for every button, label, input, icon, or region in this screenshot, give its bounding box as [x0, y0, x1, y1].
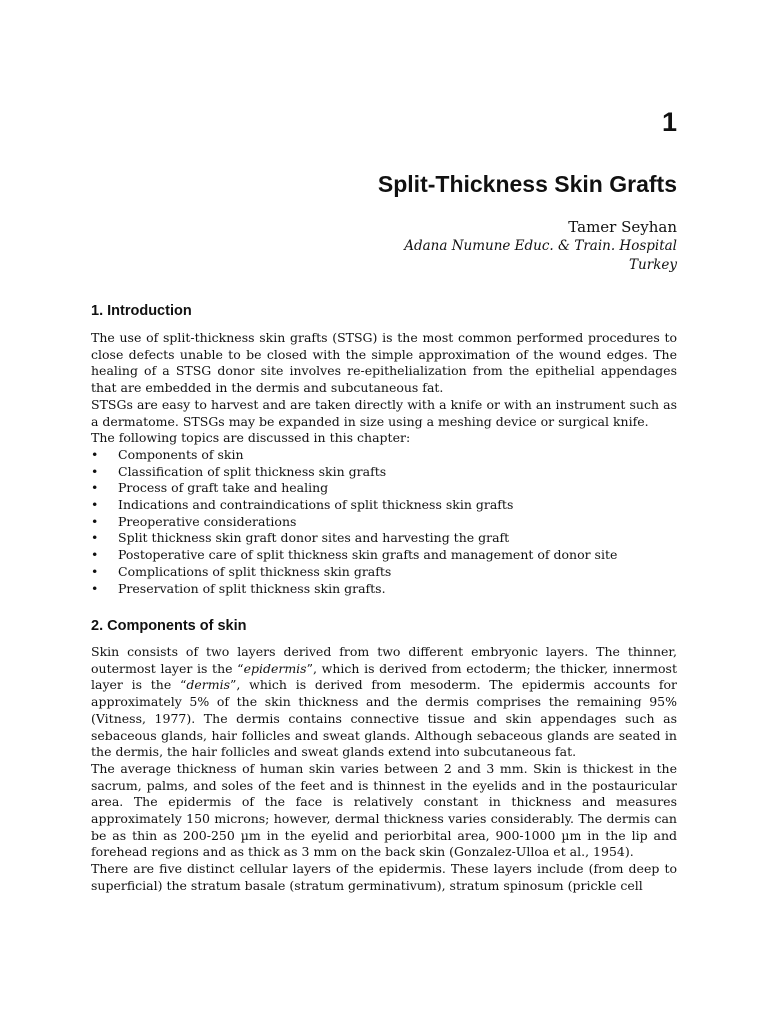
bullet: • — [91, 497, 99, 513]
chapter-number: 1 — [661, 107, 677, 137]
list-item — [91, 581, 677, 598]
list-item-text: Indications and contraindications of split thickness skin grafts — [118, 497, 514, 513]
list-item-text: Postoperative care of split thickness skin grafts and management of donor site — [118, 547, 618, 563]
section-heading-components-of-skin: 2. Components of skin — [91, 618, 247, 634]
list-item — [91, 480, 677, 497]
section-heading-introduction: 1. Introduction — [91, 303, 192, 319]
list-item — [91, 497, 677, 514]
author-name: Tamer Seyhan — [568, 218, 677, 236]
bullet: • — [91, 547, 99, 563]
chapter-title: Split-Thickness Skin Grafts — [377, 171, 677, 197]
text-run: ”, which is derived from ectoderm; the thicker, innermost layer is the “ — [91, 660, 677, 693]
paragraph — [91, 644, 677, 761]
bullet: • — [91, 463, 99, 479]
list-item — [91, 564, 677, 581]
list-item — [91, 514, 677, 531]
topics-list — [91, 447, 677, 597]
term-dermis: dermis — [186, 677, 231, 693]
list-item-text: Complications of split thickness skin grafts — [118, 563, 392, 579]
bullet: • — [91, 480, 99, 496]
paragraph: The use of split-thickness skin grafts (STSG) is the most common performed procedures to close defects unable to be closed with the simple approximation of the wound edges. The healing of a STSG donor site involves re-epithelialization from the epithelial appendages that are embedded in the dermis and subcutaneous fat. — [91, 330, 677, 396]
components-body — [91, 644, 677, 895]
list-item — [91, 447, 677, 464]
bullet: • — [91, 580, 99, 596]
bullet: • — [91, 446, 99, 462]
paragraph: The following topics are discussed in this chapter: — [91, 430, 411, 446]
introduction-body — [91, 330, 677, 597]
list-item-text: Preoperative considerations — [118, 513, 297, 529]
text-run: ”, which is derived from mesoderm. The epidermis accounts for approximately 5% of the skin thickness and the dermis comprises the remaining 95% (Vitness, 1977). The dermis contains connective tissue and skin appendages such as sebaceous glands, hair follicles and sweat glands. Although sebaceous glands are seated in the dermis, the hair follicles and sweat glands extend into subcutaneous fat. — [91, 677, 677, 760]
bullet: • — [91, 513, 99, 529]
author-country: Turkey — [629, 257, 677, 273]
author-affiliation: Adana Numune Educ. & Train. Hospital — [404, 238, 677, 254]
list-item — [91, 530, 677, 547]
paragraph: STSGs are easy to harvest and are taken directly with a knife or with an instrument such as a dermatome. STSGs may be expanded in size using a meshing device or surgical knife. — [91, 396, 677, 429]
bullet: • — [91, 530, 99, 546]
list-item-text: Components of skin — [118, 446, 244, 462]
list-item — [91, 464, 677, 481]
list-item-text: Split thickness skin graft donor sites and harvesting the graft — [118, 530, 510, 546]
paragraph: The average thickness of human skin varies between 2 and 3 mm. Skin is thickest in the sacrum, palms, and soles of the feet and is thinnest in the eyelids and in the postauricular area. The epidermis of the face is relatively constant in thickness and measures approximately 150 microns; however, dermal thickness varies considerably. The dermis can be as thin as 200-250 µm in the eyelid and periorbital area, 900-1000 µm in the lip and forehead regions and as thick as 3 mm on the back skin (Gonzalez-Ulloa et al., 1954). — [91, 760, 677, 860]
list-item-text: Preservation of split thickness skin grafts. — [118, 580, 386, 596]
paragraph: There are five distinct cellular layers of the epidermis. These layers include (from deep to superficial) the stratum basale (stratum germinativum), stratum spinosum (prickle cell — [91, 861, 677, 893]
list-item-text: Process of graft take and healing — [118, 480, 329, 496]
list-item — [91, 547, 677, 564]
list-item-text: Classification of split thickness skin grafts — [118, 463, 387, 479]
term-epidermis: epidermis — [243, 660, 307, 676]
bullet: • — [91, 563, 99, 579]
text-run: Skin consists of two layers derived from two different embryonic layers. The thinner, outermost layer is the “ — [91, 644, 677, 676]
